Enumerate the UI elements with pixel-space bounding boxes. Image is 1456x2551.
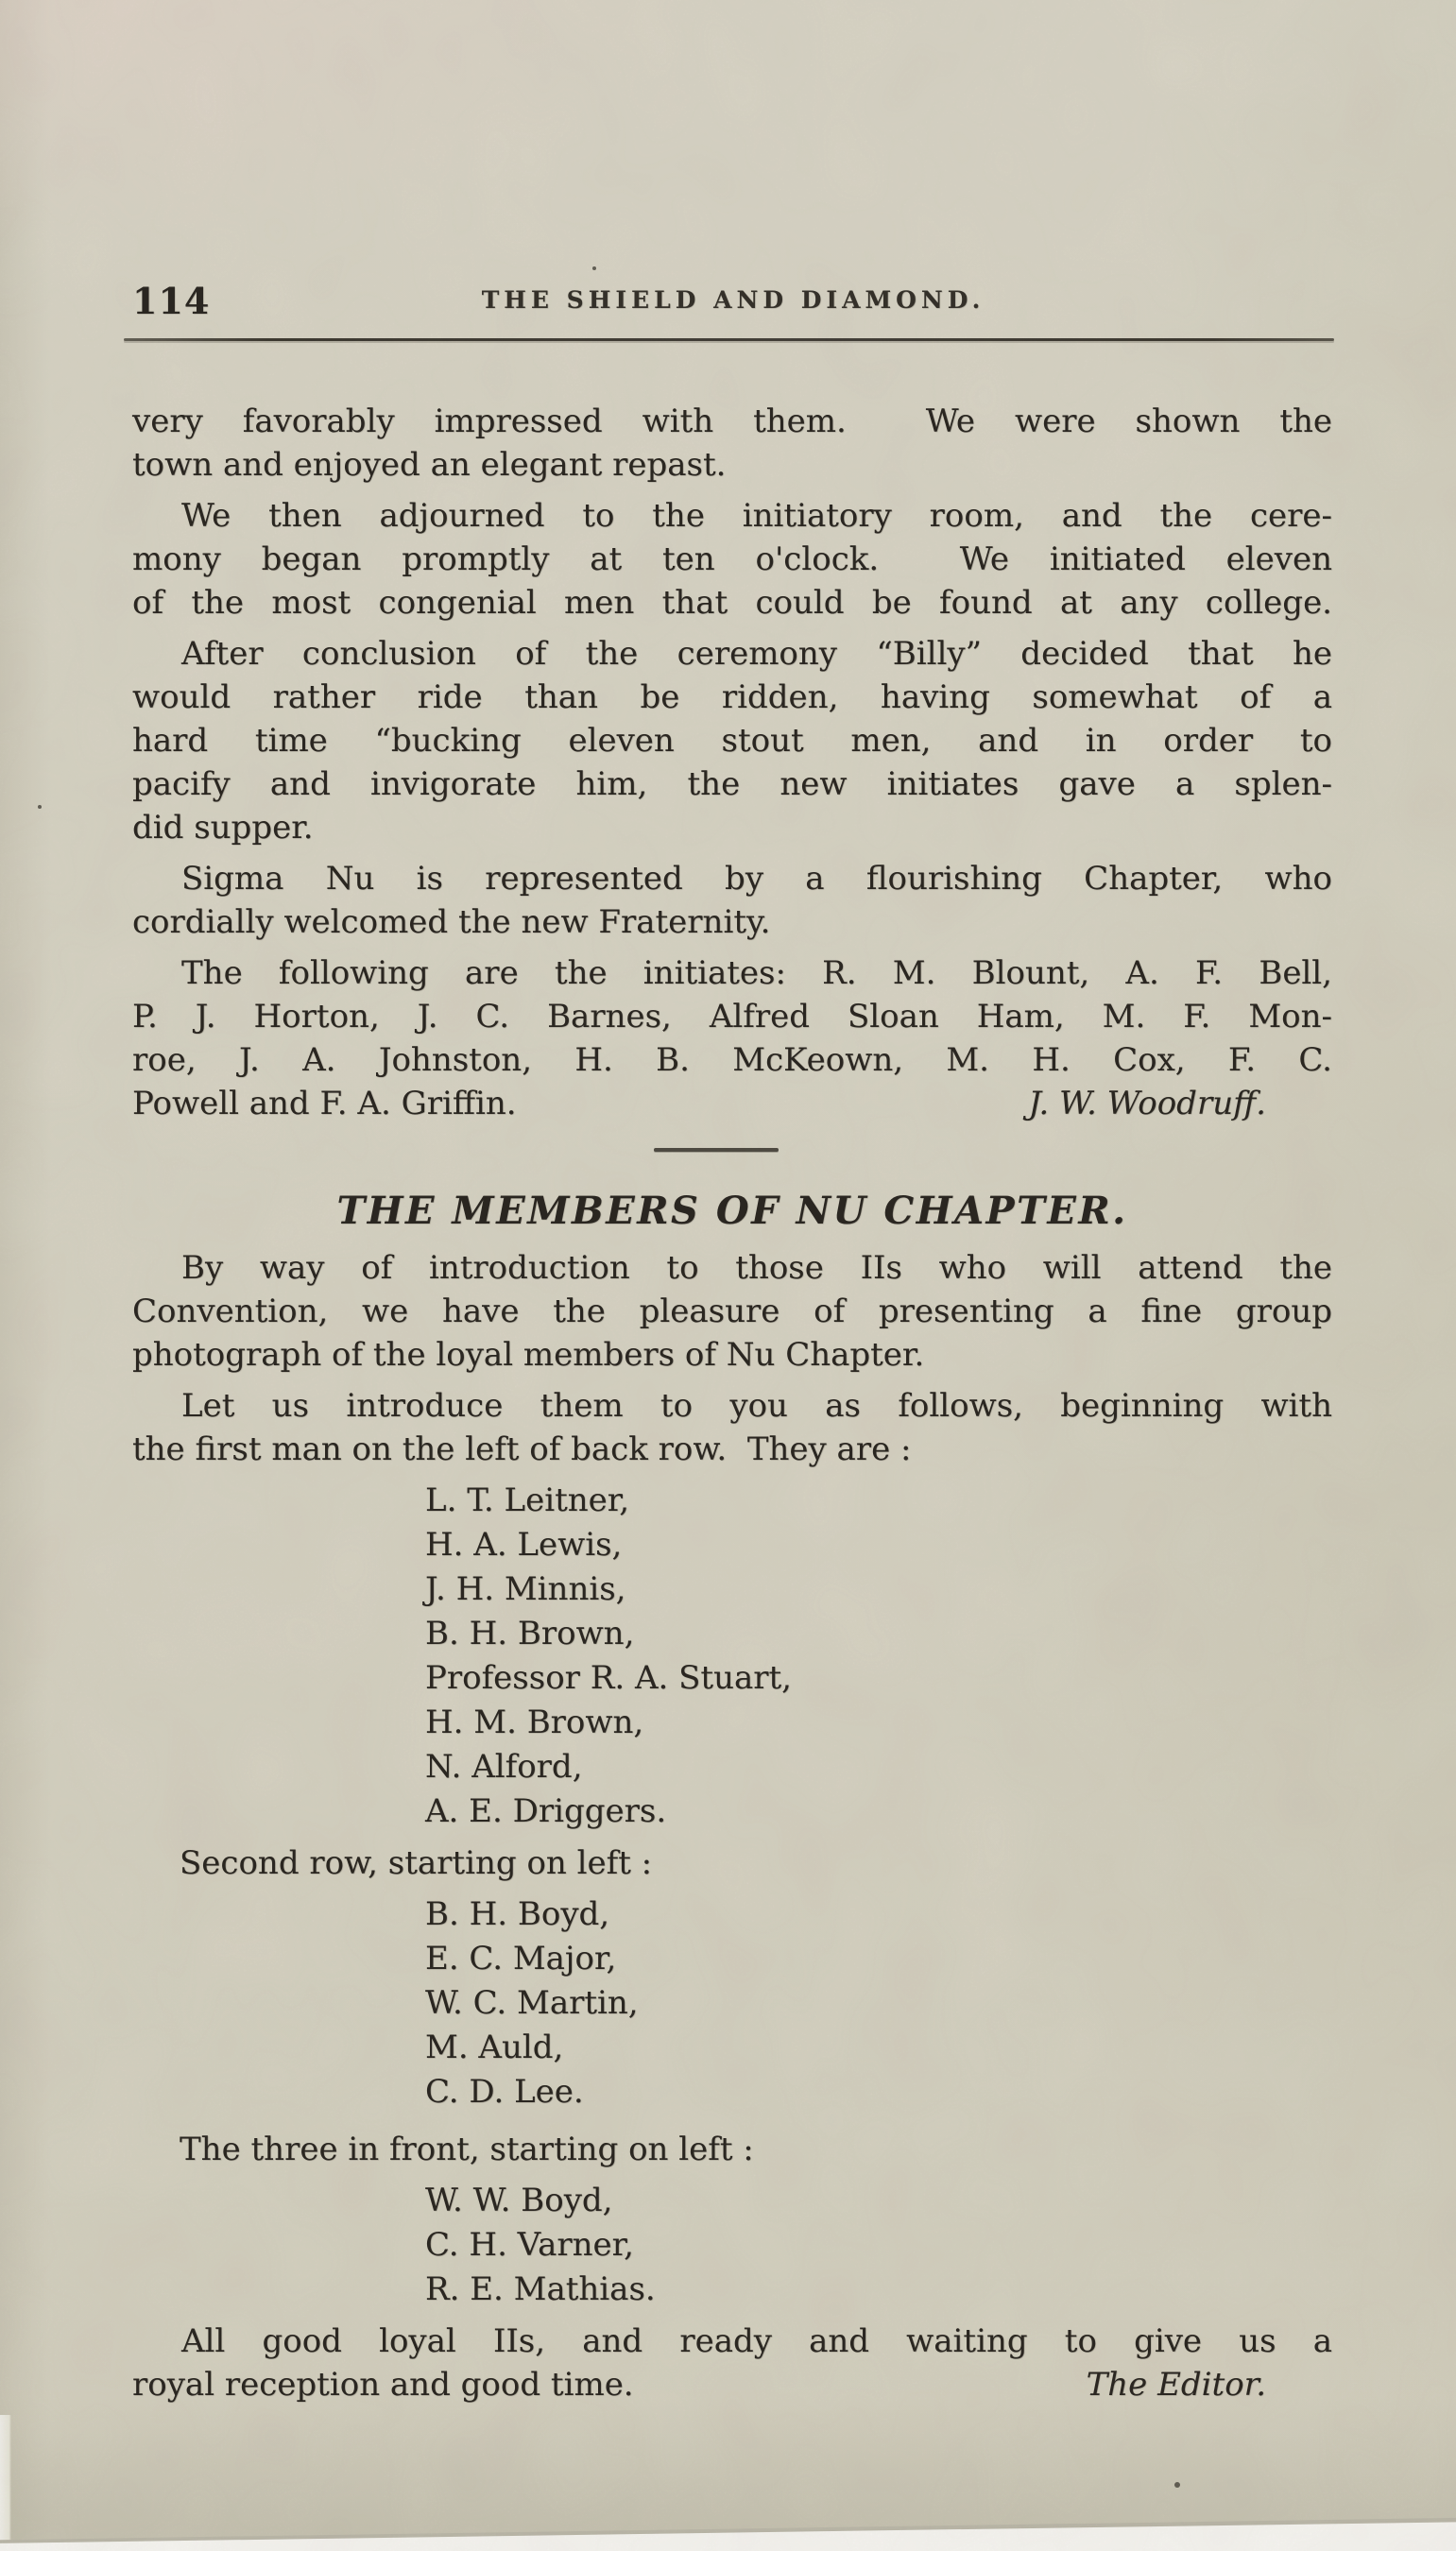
text-line: would rather ride than be ridden, having somewhat of a (132, 678, 1332, 716)
text-line: photograph of the loyal members of Nu Chapter. (132, 1336, 925, 1374)
scan-edge-left (0, 2415, 11, 2551)
member-name: H. M. Brown, (425, 1704, 644, 1741)
name-list (132, 2179, 1332, 2312)
member-name: W. C. Martin, (425, 1984, 639, 2022)
text-line: roe, J. A. Johnston, H. B. McKeown, M. H. Cox, F. C. (132, 1041, 1332, 1079)
row-label: Second row, starting on left : (180, 1844, 653, 1882)
member-name: J. H. Minnis, (425, 1570, 626, 1608)
paragraph (132, 857, 1332, 944)
member-name: E. C. Major, (425, 1940, 617, 1977)
running-head: THE SHIELD AND DIAMOND. (481, 286, 985, 314)
paragraph (132, 1246, 1332, 1377)
name-list (132, 1892, 1332, 2114)
text-line: The following are the initiates: R. M. Blount, A. F. Bell, (181, 954, 1332, 992)
text-line: By way of introduction to those IIs who will attend the (181, 1249, 1332, 1287)
member-name: H. A. Lewis, (425, 1526, 623, 1564)
member-name: A. E. Driggers. (425, 1792, 667, 1830)
text-line: did supper. (132, 809, 314, 847)
row-label: The three in front, starting on left : (180, 2131, 754, 2168)
member-name: B. H. Boyd, (425, 1895, 610, 1933)
page-number: 114 (132, 280, 211, 322)
ink-speck (38, 805, 42, 809)
member-name: W. W. Boyd, (425, 2182, 613, 2219)
ink-speck (1174, 2482, 1180, 2488)
text-line: mony began promptly at ten o'clock. We initiated eleven (132, 540, 1332, 578)
text-line: We then adjourned to the initiatory room, and the cere- (181, 497, 1332, 535)
member-name: R. E. Mathias. (425, 2270, 656, 2308)
text-line: All good loyal IIs, and ready and waiting to give us a (181, 2322, 1332, 2360)
paragraph (132, 494, 1332, 625)
paragraph (132, 632, 1332, 849)
text-line: pacify and invigorate him, the new initiates gave a splen- (132, 765, 1332, 803)
text-line-left: Powell and F. A. Griffin. (132, 1085, 517, 1122)
text-line: After conclusion of the ceremony “Billy” decided that he (181, 635, 1332, 673)
name-list (132, 1479, 1332, 1834)
signature: J. W. Woodruff. (1028, 1085, 1266, 1122)
text-line: Sigma Nu is represented by a flourishing Chapter, who (181, 860, 1332, 898)
header-rule (124, 338, 1334, 341)
page-body (132, 400, 1332, 2406)
text-line: cordially welcomed the new Fraternity. (132, 903, 771, 941)
text-line: Convention, we have the pleasure of presenting a fine group (132, 1293, 1332, 1330)
paragraph (132, 2320, 1332, 2406)
member-name: C. H. Varner, (425, 2226, 634, 2264)
member-name: Professor R. A. Stuart, (425, 1659, 792, 1697)
signature: The Editor. (1086, 2366, 1266, 2404)
paragraph (132, 400, 1332, 487)
section-heading: THE MEMBERS OF NU CHAPTER. (336, 1189, 1128, 1233)
page-header (132, 280, 1334, 322)
paragraph (132, 951, 1332, 1125)
ink-speck (592, 266, 596, 270)
member-name: M. Auld, (425, 2029, 564, 2066)
paragraph (132, 1384, 1332, 1471)
text-line: the first man on the left of back row. They are : (132, 1430, 912, 1468)
text-line: of the most congenial men that could be found at any college. (132, 584, 1332, 622)
member-name: B. H. Brown, (425, 1615, 635, 1652)
separator-rule (654, 1148, 779, 1152)
text-line: P. J. Horton, J. C. Barnes, Alfred Sloan Ham, M. F. Mon- (132, 998, 1332, 1036)
text-line: hard time “bucking eleven stout men, and in order to (132, 722, 1332, 760)
text-line-left: royal reception and good time. (132, 2366, 634, 2404)
member-name: N. Alford, (425, 1748, 583, 1786)
text-line: very favorably impressed with them. We were shown the (132, 402, 1332, 440)
text-line: Let us introduce them to you as follows, beginning with (181, 1387, 1332, 1425)
text-line (132, 2363, 1332, 2406)
text-line (132, 1082, 1332, 1125)
text-line: town and enjoyed an elegant repast. (132, 446, 727, 484)
member-name: C. D. Lee. (425, 2073, 584, 2111)
member-name: L. T. Leitner, (425, 1481, 630, 1519)
